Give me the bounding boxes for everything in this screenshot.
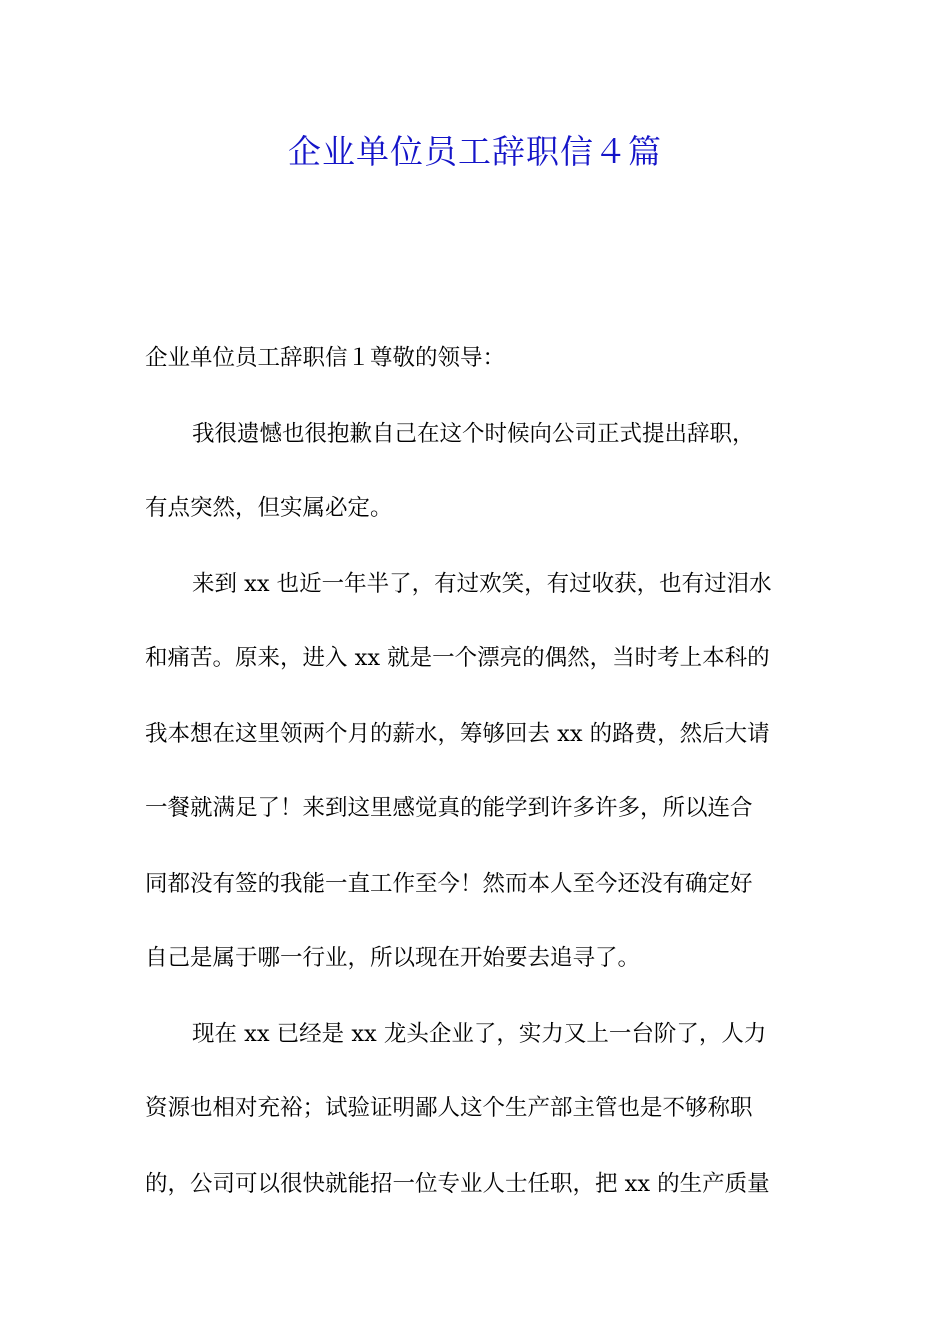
paragraph-line: 现在 xx 已经是 xx 龙头企业了，实力又上一台阶了，人力 — [192, 1021, 767, 1047]
document-title: 企业单位员工辞职信４篇 — [288, 132, 662, 171]
paragraph-line: 资源也相对充裕；试验证明鄙人这个生产部主管也是不够称职 — [145, 1095, 753, 1121]
paragraph-line: 来到 xx 也近一年半了，有过欢笑，有过收获，也有过泪水 — [192, 571, 772, 597]
paragraph-line: 自己是属于哪一行业，所以现在开始要去追寻了。 — [145, 945, 641, 971]
paragraph-line: 和痛苦。原来，进入 xx 就是一个漂亮的偶然，当时考上本科的 — [145, 645, 770, 671]
paragraph-line: 我本想在这里领两个月的薪水，筹够回去 xx 的路费，然后大请 — [145, 721, 770, 747]
paragraph-line: 一餐就满足了！来到这里感觉真的能学到许多许多，所以连合 — [145, 795, 753, 821]
salutation-line: 企业单位员工辞职信１尊敬的领导： — [145, 345, 506, 371]
paragraph-line: 我很遗憾也很抱歉自己在这个时候向公司正式提出辞职， — [192, 421, 755, 447]
paragraph-line: 同都没有签的我能一直工作至今！然而本人至今还没有确定好 — [145, 871, 753, 897]
paragraph-line: 的，公司可以很快就能招一位专业人士任职，把 xx 的生产质量 — [145, 1171, 770, 1197]
paragraph-line: 有点突然，但实属必定。 — [145, 495, 393, 521]
